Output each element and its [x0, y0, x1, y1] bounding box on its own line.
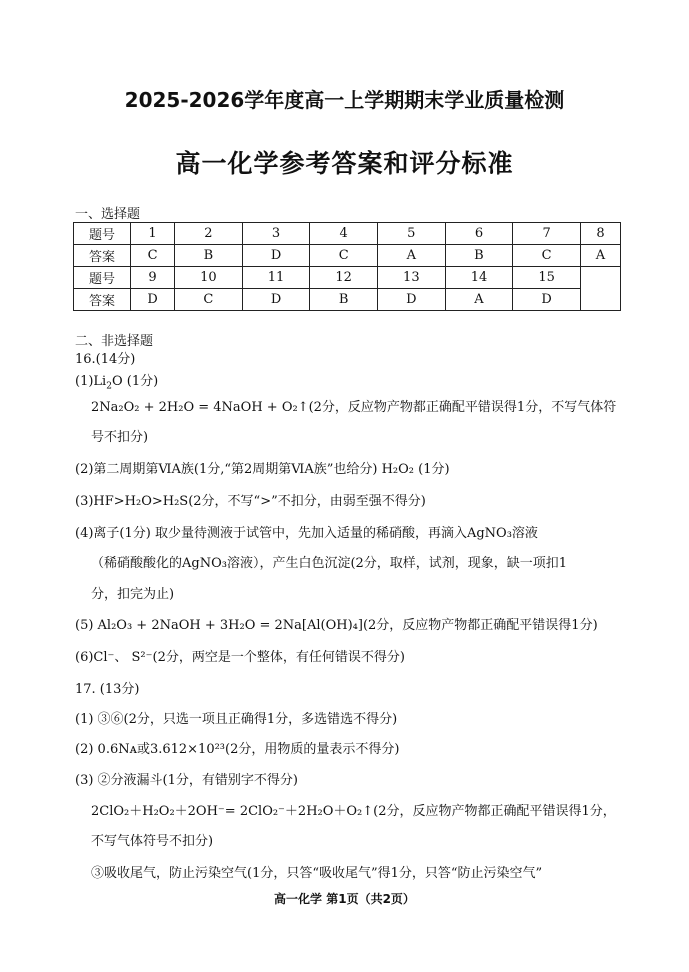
section-choice-heading: 一、选择题: [75, 207, 141, 222]
table-cell: 答案: [74, 289, 131, 311]
table-cell: 4: [310, 223, 378, 245]
table-cell: B: [310, 289, 378, 311]
table-cell: 13: [378, 267, 446, 289]
table-cell: 15: [513, 267, 581, 289]
table-cell: 5: [378, 223, 446, 245]
q16-heading: 16.(14分): [75, 352, 136, 367]
page-footer: 高一化学 第1页（共2页）: [274, 892, 415, 906]
q16-part4: (4)离子(1分) 取少量待测液于试管中，先加入适量的稀硝酸，再滴入AgNO₃溶液: [75, 526, 538, 541]
table-cell-empty: [580, 267, 620, 311]
table-cell: A: [378, 245, 446, 267]
document-title: 2025-2026学年度高一上学期期末学业质量检测: [124, 88, 565, 112]
q16-part5: (5) Al₂O₃ + 2NaOH + 3H₂O = 2Na[Al(OH)₄](2分，反应物产物都正确配平错误得1分): [75, 618, 598, 633]
table-row: [74, 289, 621, 311]
q17-part3-equation-cont: 不写气体符号不扣分): [91, 834, 214, 849]
q16-part1: $(1)Li_2O$ (1分): [75, 374, 159, 392]
table-cell: 2: [175, 223, 243, 245]
q16-part1-equation-cont: 号不扣分): [91, 430, 149, 445]
table-cell: D: [242, 289, 310, 311]
table-cell: 11: [242, 267, 310, 289]
table-cell: B: [175, 245, 243, 267]
q16-part4-cont: （稀硝酸酸化的AgNO₃溶液），产生白色沉淀(2分，取样，试剂，现象，缺一项扣1: [91, 556, 568, 571]
table-cell: D: [513, 289, 581, 311]
q17-part3-equation: 2ClO₂＋H₂O₂＋2OH⁻= 2ClO₂⁻＋2H₂O＋O₂↑(2分，反应物产物都正确配平错误得1分，: [91, 804, 616, 819]
table-cell: 7: [513, 223, 581, 245]
table-cell: 题号: [74, 267, 131, 289]
q16-part1-equation: 2Na₂O₂ + 2H₂O = 4NaOH + O₂↑(2分，反应物产物都正确配平错误得1分，不写气体符: [91, 400, 617, 415]
q16-part3: (3)HF>H₂O>H₂S(2分，不写“>”不扣分，由弱至强不得分): [75, 494, 426, 509]
table-cell: 8: [580, 223, 620, 245]
q17-part2: (2) 0.6Nᴀ或3.612×10²³(2分，用物质的量表示不得分): [75, 742, 400, 757]
table-cell: D: [378, 289, 446, 311]
table-cell: B: [445, 245, 513, 267]
table-cell: D: [131, 289, 175, 311]
table-cell: C: [310, 245, 378, 267]
table-row: [74, 245, 621, 267]
table-row: [74, 223, 621, 245]
table-cell: C: [513, 245, 581, 267]
table-cell: 14: [445, 267, 513, 289]
q17-heading: 17. (13分): [75, 682, 140, 697]
q16-part1-text: (1)Li: [75, 374, 107, 389]
q16-part2: (2)第二周期第ⅥA族(1分,“第2周期第ⅥA族”也给分) H₂O₂ (1分): [75, 462, 450, 477]
table-cell: D: [242, 245, 310, 267]
table-cell: 题号: [74, 223, 131, 245]
table-cell: A: [580, 245, 620, 267]
table-cell: 12: [310, 267, 378, 289]
answer-table: [73, 222, 621, 311]
table-cell: 1: [131, 223, 175, 245]
q17-part1: (1) ③⑥(2分，只选一项且正确得1分，多选错选不得分): [75, 712, 398, 727]
document-subtitle: 高一化学参考答案和评分标准: [175, 149, 514, 178]
q16-part1-tail: O (1分): [111, 374, 159, 389]
table-cell: 6: [445, 223, 513, 245]
table-cell: C: [175, 289, 243, 311]
q16-part4-cont2: 分，扣完为止): [91, 587, 175, 602]
section-nonchoice-heading: 二、非选择题: [75, 334, 154, 349]
table-cell: C: [131, 245, 175, 267]
table-cell: 10: [175, 267, 243, 289]
table-cell: A: [445, 289, 513, 311]
table-row: [74, 267, 621, 289]
table-cell: 3: [242, 223, 310, 245]
q16-part6: (6)Cl⁻、 S²⁻(2分，两空是一个整体，有任何错误不得分): [75, 650, 405, 665]
table-cell: 答案: [74, 245, 131, 267]
q17-part3-c: ③吸收尾气，防止污染空气(1分，只答“吸收尾气”得1分，只答“防止污染空气”: [91, 866, 543, 881]
q17-part3: (3) ②分液漏斗(1分，有错别字不得分): [75, 773, 298, 788]
table-cell: 9: [131, 267, 175, 289]
